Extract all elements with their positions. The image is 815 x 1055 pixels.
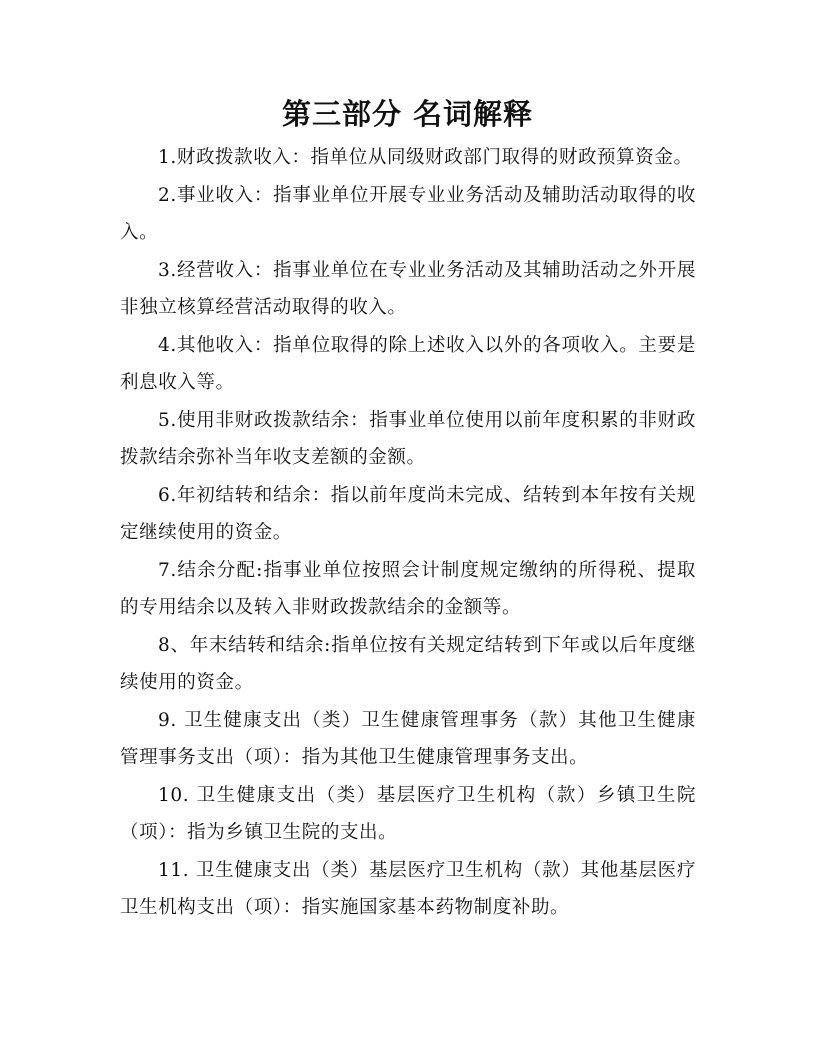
definitions-list (120, 139, 696, 927)
definition-2: 2.事业收入：指事业单位开展专业业务活动及辅助活动取得的收入。 (120, 184, 696, 243)
definition-6: 6.年初结转和结余：指以前年度尚未完成、结转到本年按有关规定继续使用的资金。 (120, 484, 696, 543)
definition-5: 5.使用非财政拨款结余：指事业单位使用以前年度积累的非财政拨款结余弥补当年收支差额的金额。 (120, 409, 696, 468)
definition-9: 9. 卫生健康支出（类）卫生健康管理事务（款）其他卫生健康管理事务支出（项）：指为其他卫生健康管理事务支出。 (120, 709, 696, 768)
definition-1: 1.财政拨款收入：指单位从同级财政部门取得的财政预算资金。 (158, 147, 693, 168)
definition-7: 7.结余分配:指事业单位按照会计制度规定缴纳的所得税、提取的专用结余以及转入非财政拨款结余的金额等。 (120, 559, 696, 618)
definition-11: 11. 卫生健康支出（类）基层医疗卫生机构（款）其他基层医疗卫生机构支出（项）：指实施国家基本药物制度补助。 (120, 859, 696, 918)
definition-8: 8、年末结转和结余:指单位按有关规定结转到下年或以后年度继续使用的资金。 (120, 634, 696, 693)
definition-3: 3.经营收入：指事业单位在专业业务活动及其辅助活动之外开展非独立核算经营活动取得的收入。 (120, 259, 696, 318)
page-title: 第三部分 名词解释 (281, 97, 534, 131)
definition-10: 10. 卫生健康支出（类）基层医疗卫生机构（款）乡镇卫生院（项）：指为乡镇卫生院的支出。 (120, 784, 696, 843)
definition-4: 4.其他收入：指单位取得的除上述收入以外的各项收入。主要是利息收入等。 (120, 334, 696, 393)
